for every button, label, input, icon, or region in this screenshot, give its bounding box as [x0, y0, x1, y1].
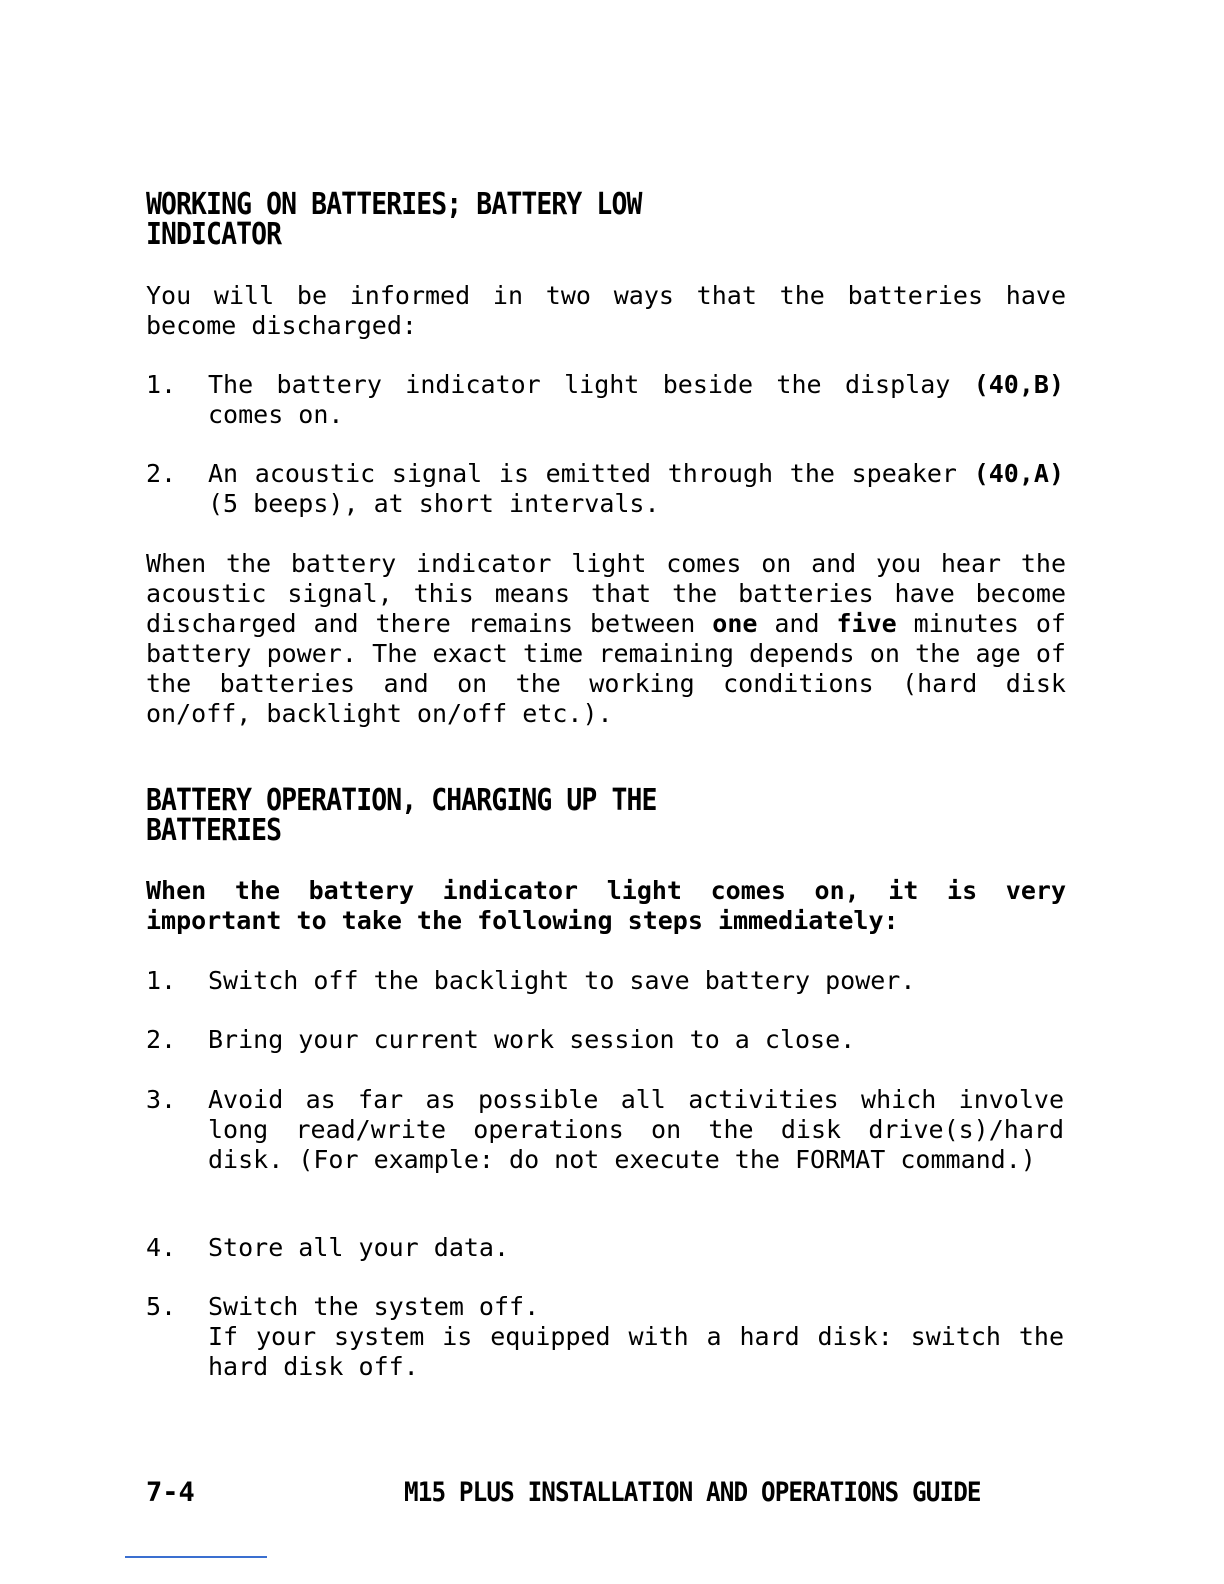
section1-heading-line1: WORKING ON BATTERIES; BATTERY LOW — [146, 187, 642, 222]
body-emphasis: one — [712, 609, 758, 638]
step-text: Store all your data. — [208, 1233, 510, 1262]
step-number: 3. — [146, 1085, 177, 1114]
section1-heading-line2: INDICATOR — [146, 217, 282, 252]
list-number: 1. — [146, 370, 177, 399]
step-text: Switch off the backlight to save battery power. — [208, 966, 916, 995]
section2-heading-line1: BATTERY OPERATION, CHARGING UP THE — [146, 783, 657, 818]
list-text-part: comes on. — [208, 400, 344, 429]
list-text-part: The battery indicator light beside the display — [208, 370, 974, 399]
section2-step-1 — [146, 966, 1066, 996]
body-emphasis: five — [836, 609, 897, 638]
section1-body — [146, 549, 1066, 729]
body-text: minutes of battery power. The exact time remaining depends on the age of the batteries and on the working conditions (hard disk on/off, backlight on/off etc.). — [146, 609, 1066, 728]
list-text — [208, 370, 1064, 430]
body-text: and — [757, 609, 837, 638]
figure-reference: (40,B) — [973, 370, 1064, 399]
step-text: Bring your current work session to a close. — [208, 1025, 856, 1054]
section2-step-3 — [146, 1085, 1066, 1175]
step-text — [208, 1292, 1064, 1382]
section2-step-2 — [146, 1025, 1066, 1055]
guide-title: M15 PLUS INSTALLATION AND OPERATIONS GUIDE — [404, 1477, 981, 1508]
section1-list-item-2 — [146, 459, 1066, 519]
list-text-part: An acoustic signal is emitted through the speaker — [208, 459, 974, 488]
section1-intro: You will be informed in two ways that the batteries have become discharged: — [146, 281, 1066, 340]
document-page — [146, 0, 1066, 1584]
step-text: Avoid as far as possible all activities which involve long read/write operations on the disk drive(s)/hard disk. (For example: do not execute the FORMAT command.) — [208, 1085, 1064, 1174]
list-text-part: (5 beeps), at short intervals. — [208, 489, 660, 518]
step-text-line: Switch the system off. — [208, 1292, 540, 1321]
footer-rule — [125, 1556, 267, 1558]
step-number: 2. — [146, 1025, 177, 1054]
section2-heading-line2: BATTERIES — [146, 813, 282, 848]
page-number: 7-4 — [146, 1477, 195, 1508]
section1-list-item-1 — [146, 370, 1066, 430]
step-number: 5. — [146, 1292, 177, 1321]
list-number: 2. — [146, 459, 177, 488]
figure-reference: (40,A) — [973, 459, 1064, 488]
body-text: When the battery indicator light comes on and you hear the acoustic signal, this means that the batteries have become discharged and there remains between — [146, 549, 1066, 638]
step-text-line: If your system is equipped with a hard disk: switch the hard disk off. — [208, 1322, 1064, 1381]
section1-heading — [146, 187, 642, 252]
step-number: 4. — [146, 1233, 177, 1262]
section2-heading — [146, 783, 657, 848]
section2-warning: When the battery indicator light comes on, it is very important to take the following steps immediately: — [146, 876, 1066, 935]
section2-step-5 — [146, 1292, 1066, 1382]
section2-step-4 — [146, 1233, 1066, 1263]
step-number: 1. — [146, 966, 177, 995]
list-text — [208, 459, 1064, 519]
